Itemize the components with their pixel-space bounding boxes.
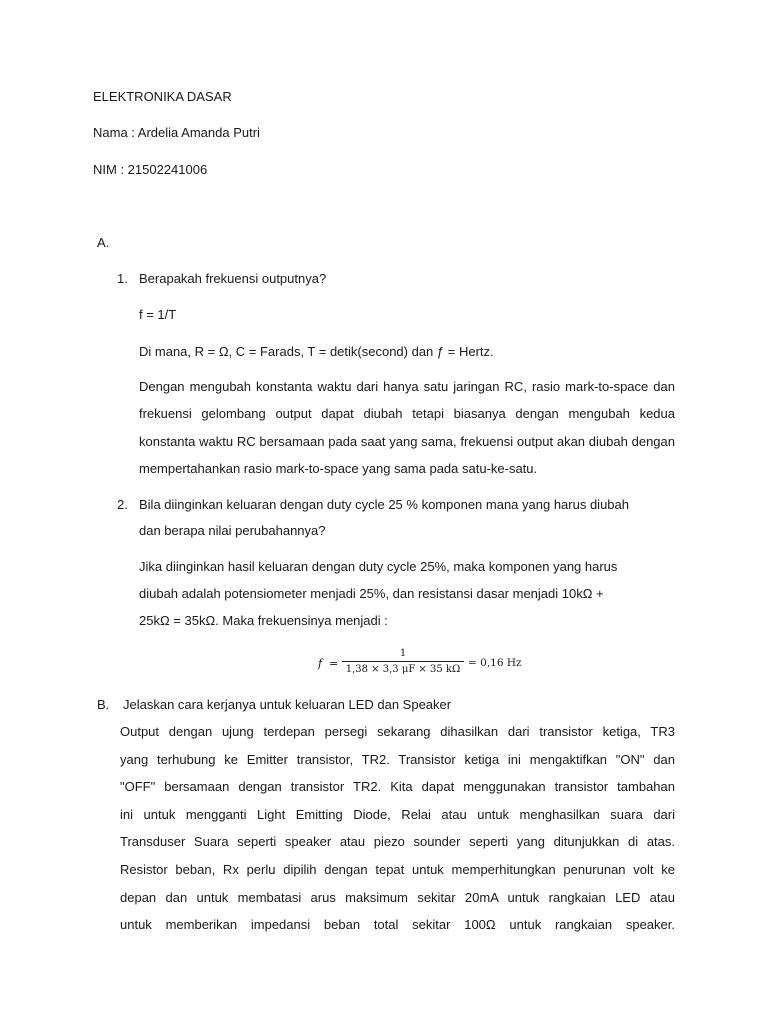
section-b-label: B. — [97, 697, 110, 712]
q1-explanation: Dengan mengubah konstanta waktu dari hanya satu jaringan RC, rasio mark-to-space dan frekuensi gelombang output dapat diubah tetapi biasanya dengan mengubah kedua konstanta waktu RC bersamaan pada saat yang sama, frekuensi output akan diubah dengan mempertahankan rasio mark-to-space yang sama pada satu-ke-satu. — [139, 379, 675, 476]
q1-question: Berapakah frekuensi outputnya? — [139, 271, 327, 286]
section-b-line: yang terhubung ke Emitter transistor, TR2. Transistor ketiga ini mengaktifkan "ON" dan — [120, 751, 675, 767]
q1-formula: f = 1/T — [139, 307, 177, 322]
section-b-line: depan dan untuk membatasi arus maksimum sekitar 20mA untuk rangkaian LED atau — [120, 889, 675, 905]
section-b-body — [120, 724, 675, 945]
equation-result: = 0,16 Hz — [468, 657, 522, 669]
q2-question-line-1: Bila diinginkan keluaran dengan duty cycle 25 % komponen mana yang harus diubah — [139, 497, 629, 512]
student-name: Nama : Ardelia Amanda Putri — [93, 125, 260, 140]
equation-lhs: f — [318, 657, 323, 670]
equation-fraction — [342, 648, 464, 676]
section-b-line: Output dengan ujung terdepan persegi sekarang dihasilkan dari transistor ketiga, TR3 — [120, 724, 675, 739]
frequency-equation — [318, 648, 522, 678]
section-b-line: "OFF" bersamaan dengan transistor TR2. Kita dapat menggunakan transistor tambahan — [120, 779, 675, 795]
equation-numerator: 1 — [399, 648, 407, 659]
section-a-label: A. — [97, 235, 110, 250]
q2-number: 2. — [117, 497, 128, 512]
section-b-line: untuk memberikan impedansi beban total sekitar 100Ω untuk rangkaian speaker. — [120, 917, 675, 933]
section-b-line: Transduser Suara seperti speaker atau piezo sounder seperti yang ditunjukkan di atas. — [120, 834, 675, 850]
equation-equals: = — [329, 657, 339, 670]
q1-number: 1. — [117, 271, 128, 286]
q2-answer-line-3: 25kΩ = 35kΩ. Maka frekuensinya menjadi : — [139, 613, 388, 628]
q2-question-line-2: dan berapa nilai perubahannya? — [139, 523, 326, 538]
q2-answer-line-2: diubah adalah potensiometer menjadi 25%, dan resistansi dasar menjadi 10kΩ + — [139, 586, 604, 601]
student-nim: NIM : 21502241006 — [93, 162, 208, 177]
section-b-line: ini untuk mengganti Light Emitting Diode, Relai atau untuk menghasilkan suara dari — [120, 806, 675, 822]
q2-answer-line-1: Jika diinginkan hasil keluaran dengan duty cycle 25%, maka komponen yang harus — [139, 559, 618, 574]
q1-definitions: Di mana, R = Ω, C = Farads, T = detik(second) dan ƒ = Hertz. — [139, 344, 494, 359]
document-title: ELEKTRONIKA DASAR — [93, 89, 232, 104]
section-b-question: Jelaskan cara kerjanya untuk keluaran LED dan Speaker — [123, 697, 452, 712]
section-b-line: Resistor beban, Rx perlu dipilih dengan tepat untuk memperhitungkan penurunan volt ke — [120, 861, 675, 877]
equation-denominator: 1,38 × 3,3 μF × 35 kΩ — [345, 664, 461, 675]
fraction-bar — [342, 661, 464, 662]
